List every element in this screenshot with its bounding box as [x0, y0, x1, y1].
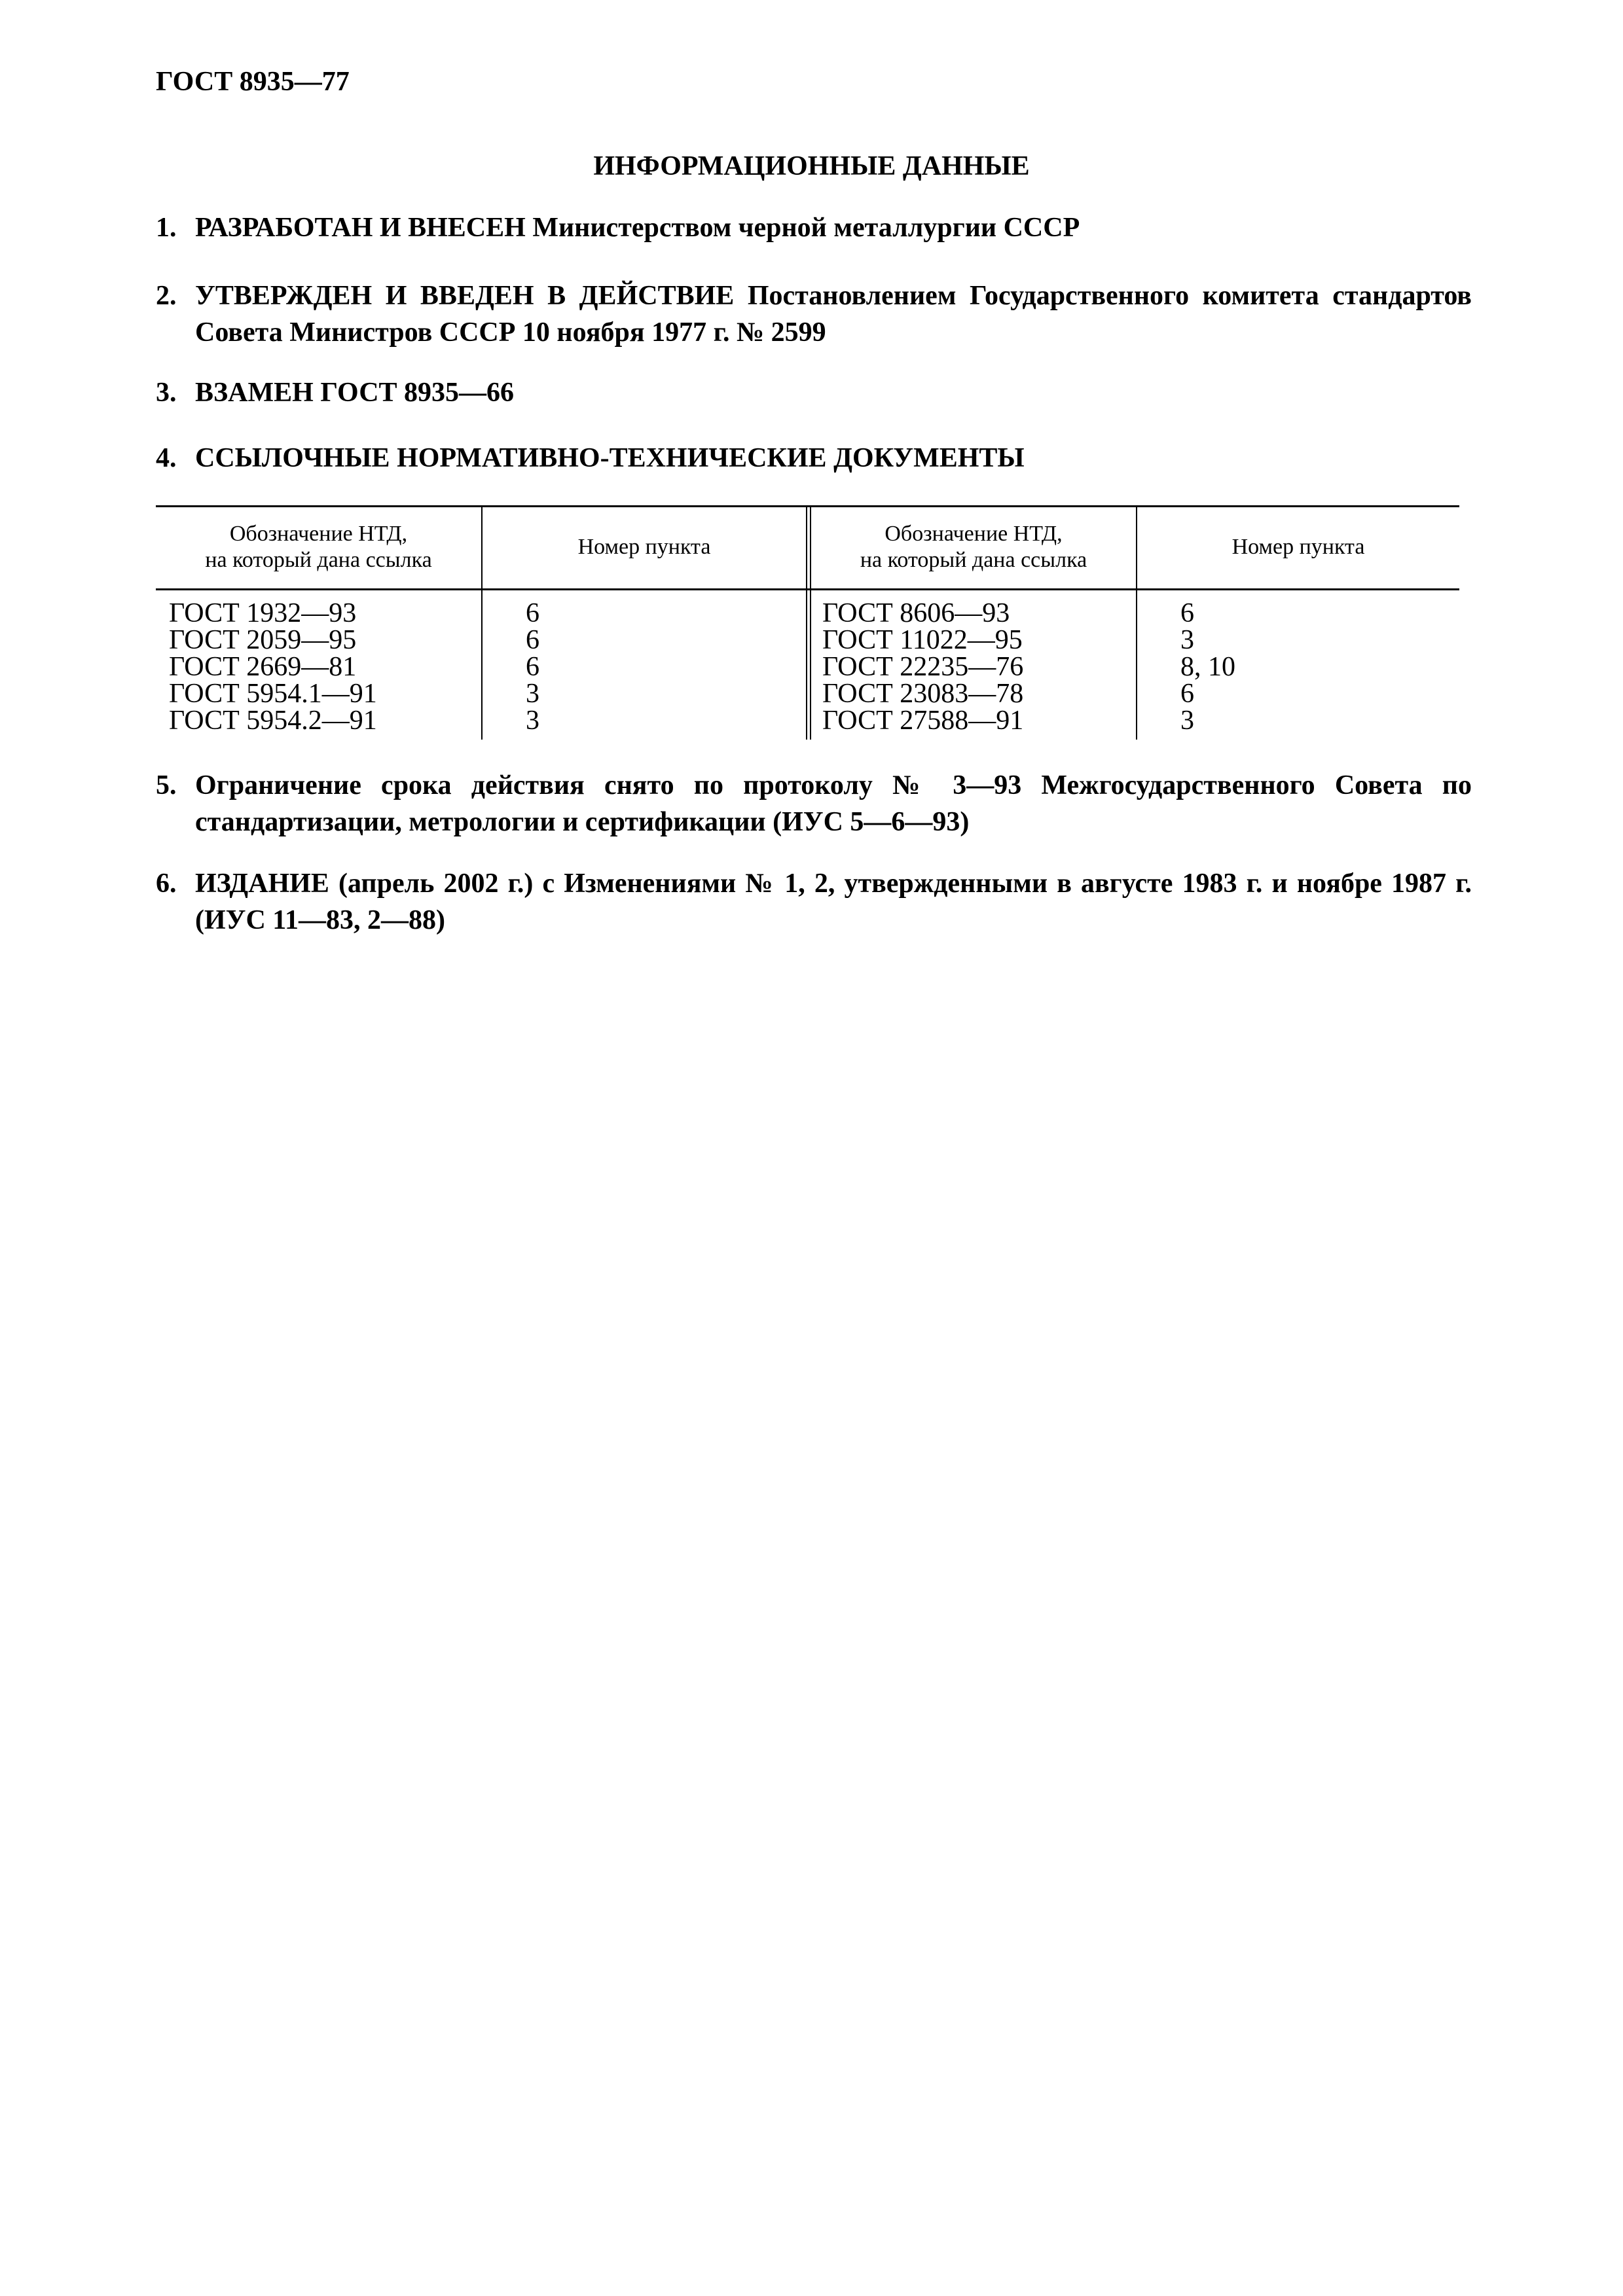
table-cell: 3	[526, 679, 539, 709]
item-number: 1.	[156, 213, 177, 243]
header-designation-right	[811, 505, 1136, 588]
item-lead: РАЗРАБОТАН И ВНЕСЕН	[195, 213, 526, 243]
table-cell: ГОСТ 2059—95	[169, 625, 357, 655]
header-line: Обозначение НТД,	[884, 521, 1063, 546]
table-cell: ГОСТ 11022—95	[822, 625, 1023, 655]
table-cell: ГОСТ 1932—93	[169, 598, 357, 628]
document-code: ГОСТ 8935—77	[156, 67, 350, 97]
table-cell: ГОСТ 27588—91	[822, 706, 1024, 736]
table-cell: 3	[1180, 706, 1194, 736]
table-cell: ГОСТ 8606—93	[822, 598, 1010, 628]
item-number: 5.	[156, 770, 177, 800]
header-line: на который дана ссылка	[205, 547, 432, 572]
header-line: на который дана ссылка	[860, 547, 1087, 572]
page-title: ИНФОРМАЦИОННЫЕ ДАННЫЕ	[593, 151, 1030, 181]
info-item-6	[156, 865, 1472, 939]
item-number: 4.	[156, 443, 177, 473]
right-items-column	[1180, 600, 1235, 734]
table-cell: ГОСТ 22235—76	[822, 652, 1024, 682]
column-divider-double	[806, 505, 811, 740]
table-cell: ГОСТ 5954.2—91	[169, 706, 377, 736]
left-items-column	[526, 600, 539, 734]
item-text: Постановлением Государственного комитета стандартов Совета Министров СССР 10 ноября 1977 г. № 2599	[195, 281, 1472, 348]
info-item-2	[156, 278, 1472, 351]
item-text: Министерством черной металлургии СССР	[525, 213, 1080, 243]
header-item-number-left: Номер пункта	[577, 534, 711, 559]
item-number: 3.	[156, 378, 177, 408]
item-lead: ВЗАМЕН ГОСТ 8935—66	[195, 378, 515, 408]
table-cell: 8, 10	[1180, 652, 1235, 682]
table-cell: 3	[1180, 625, 1194, 655]
right-docs-column	[822, 600, 1023, 734]
header-line: Обозначение НТД,	[229, 521, 408, 546]
info-item-3	[156, 374, 1472, 411]
table-cell: 6	[1180, 598, 1194, 628]
table-cell: 6	[526, 652, 539, 682]
reference-documents-table	[156, 505, 1459, 740]
table-cell: ГОСТ 23083—78	[822, 679, 1024, 709]
table-cell: 3	[526, 706, 539, 736]
info-item-5	[156, 767, 1472, 840]
header-item-number-right: Номер пункта	[1231, 534, 1365, 559]
table-cell: 6	[1180, 679, 1194, 709]
item-lead: УТВЕРЖДЕН И ВВЕДЕН В ДЕЙСТВИЕ	[195, 281, 735, 311]
table-cell: 6	[526, 625, 539, 655]
item-number: 2.	[156, 281, 177, 311]
left-docs-column	[169, 600, 377, 734]
item-number: 6.	[156, 869, 177, 899]
info-item-1	[156, 209, 1472, 246]
table-cell: ГОСТ 2669—81	[169, 652, 357, 682]
table-cell: 6	[526, 598, 539, 628]
table-cell: ГОСТ 5954.1—91	[169, 679, 377, 709]
item-lead: ССЫЛОЧНЫЕ НОРМАТИВНО-ТЕХНИЧЕСКИЕ ДОКУМЕНТЫ	[195, 443, 1025, 473]
item-lead: ИЗДАНИЕ	[195, 869, 329, 899]
header-designation-left	[156, 505, 481, 588]
item-text: Ограничение срока действия снято по протоколу № 3—93 Межгосударственного Совета по стандартизации, метрологии и сертификации (ИУС 5—6—93)	[195, 770, 1472, 837]
item-text: (апрель 2002 г.) с Изменениями № 1, 2, утвержденными в августе 1983 г. и ноябре 1987 г. (ИУС 11—83, 2—88)	[195, 869, 1472, 935]
info-item-4	[156, 440, 1472, 476]
